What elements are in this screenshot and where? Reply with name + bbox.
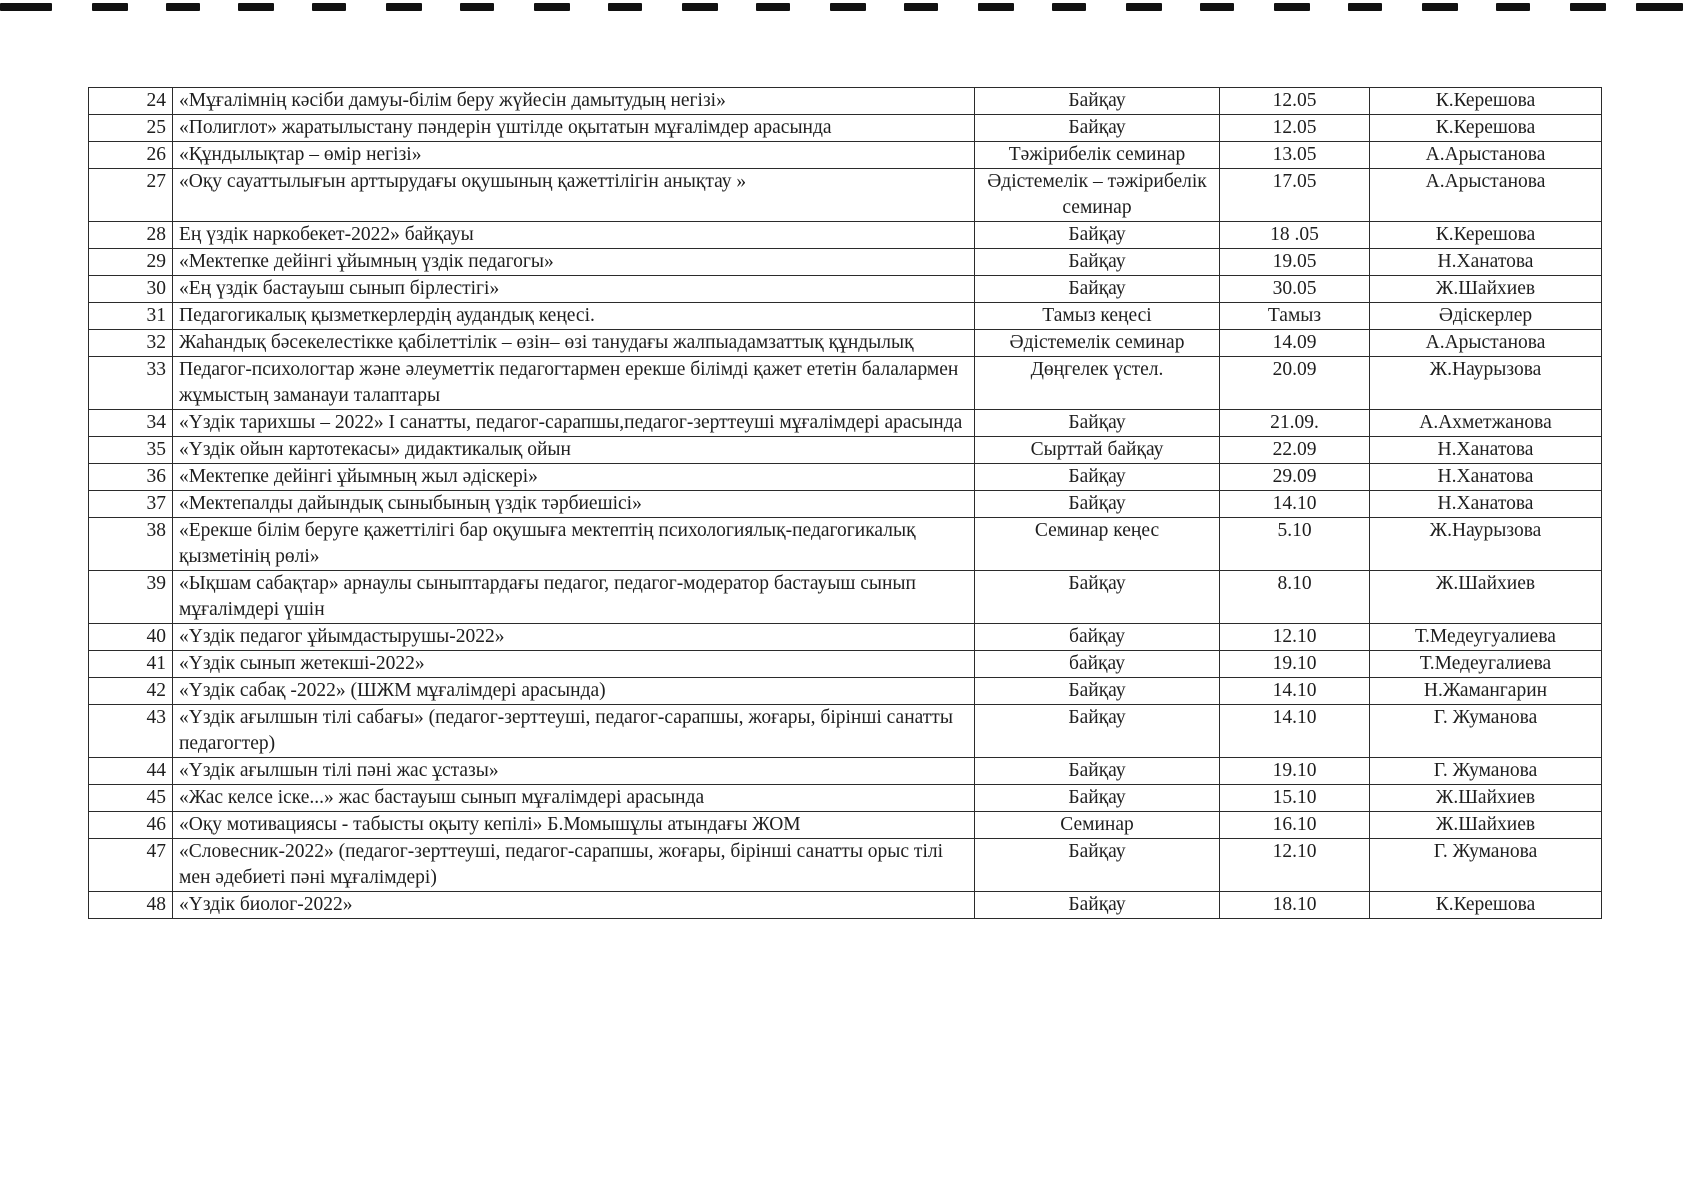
event-responsible: Н.Ханатова	[1370, 249, 1602, 276]
event-date: 8.10	[1220, 571, 1370, 624]
event-form: Байқау	[975, 491, 1220, 518]
event-responsible: К.Керешова	[1370, 115, 1602, 142]
row-number: 38	[89, 518, 173, 571]
event-date: 15.10	[1220, 785, 1370, 812]
table-row	[89, 437, 1602, 464]
event-date: 21.09.	[1220, 410, 1370, 437]
event-title: «Үздік ойын картотекасы» дидактикалық ойын	[173, 437, 975, 464]
row-number: 34	[89, 410, 173, 437]
event-form: Дөңгелек үстел.	[975, 357, 1220, 410]
row-number: 24	[89, 88, 173, 115]
row-number: 27	[89, 169, 173, 222]
event-form: Тамыз кеңесі	[975, 303, 1220, 330]
event-title: «Ықшам сабақтар» арнаулы сыныптардағы педагог, педагог-модератор бастауыш сынып мұғалімдері үшін	[173, 571, 975, 624]
event-responsible: Әдіскерлер	[1370, 303, 1602, 330]
event-form: Байқау	[975, 678, 1220, 705]
events-plan-body	[89, 88, 1602, 919]
event-date: 14.09	[1220, 330, 1370, 357]
event-date: 12.05	[1220, 88, 1370, 115]
event-responsible: Н.Ханатова	[1370, 491, 1602, 518]
row-number: 29	[89, 249, 173, 276]
table-row	[89, 88, 1602, 115]
event-title: «Үздік сабақ -2022» (ШЖМ мұғалімдері арасында)	[173, 678, 975, 705]
table-row	[89, 651, 1602, 678]
event-form: Сырттай байқау	[975, 437, 1220, 464]
table-row	[89, 249, 1602, 276]
event-title: Педагог-психологтар және әлеуметтік педагогтармен ерекше білімді қажет ететін балалармен жұмыстың заманауи талаптары	[173, 357, 975, 410]
event-title: «Оқу сауаттылығын арттырудағы оқушының қажеттілігін анықтау »	[173, 169, 975, 222]
event-date: 29.09	[1220, 464, 1370, 491]
row-number: 46	[89, 812, 173, 839]
event-date: 18 .05	[1220, 222, 1370, 249]
table-row	[89, 330, 1602, 357]
row-number: 40	[89, 624, 173, 651]
row-number: 31	[89, 303, 173, 330]
table-row	[89, 276, 1602, 303]
events-plan-table	[88, 87, 1602, 919]
event-title: «Үздік тарихшы – 2022» I санатты, педагог-сарапшы,педагог-зерттеуші мұғалімдері арасында	[173, 410, 975, 437]
event-date: 12.10	[1220, 624, 1370, 651]
event-title: «Словесник-2022» (педагог-зерттеуші, педагог-сарапшы, жоғары, бірінші санатты орыс тілі мен әдебиеті пәні мұғалімдері)	[173, 839, 975, 892]
event-responsible: Г. Жуманова	[1370, 758, 1602, 785]
event-title: «Жас келсе іске...» жас бастауыш сынып мұғалімдері арасында	[173, 785, 975, 812]
row-number: 30	[89, 276, 173, 303]
event-responsible: К.Керешова	[1370, 892, 1602, 919]
event-form: байқау	[975, 651, 1220, 678]
table-row	[89, 758, 1602, 785]
table-row	[89, 892, 1602, 919]
event-responsible: А.Ахметжанова	[1370, 410, 1602, 437]
event-form: Байқау	[975, 571, 1220, 624]
event-title: «Мұғалімнің кәсіби дамуы-білім беру жүйесін дамытудың негізі»	[173, 88, 975, 115]
event-date: 30.05	[1220, 276, 1370, 303]
table-row	[89, 705, 1602, 758]
table-row	[89, 491, 1602, 518]
table-row	[89, 624, 1602, 651]
table-row	[89, 169, 1602, 222]
event-responsible: Ж.Шайхиев	[1370, 571, 1602, 624]
event-title: «Оқу мотивациясы - табысты оқыту кепілі» Б.Момышұлы атындағы ЖОМ	[173, 812, 975, 839]
event-title: «Құндылықтар – өмір негізі»	[173, 142, 975, 169]
event-form: Байқау	[975, 115, 1220, 142]
row-number: 36	[89, 464, 173, 491]
event-responsible: К.Керешова	[1370, 88, 1602, 115]
event-title: «Үздік ағылшын тілі сабағы» (педагог-зерттеуші, педагог-сарапшы, жоғары, бірінші санатты педагогтер)	[173, 705, 975, 758]
event-title: «Үздік ағылшын тілі пәні жас ұстазы»	[173, 758, 975, 785]
event-form: Байқау	[975, 222, 1220, 249]
row-number: 48	[89, 892, 173, 919]
event-form: Әдістемелік – тәжірибелік семинар	[975, 169, 1220, 222]
event-responsible: Г. Жуманова	[1370, 839, 1602, 892]
event-title: «Полиглот» жаратылыстану пәндерін үштілде оқытатын мұғалімдер арасында	[173, 115, 975, 142]
row-number: 42	[89, 678, 173, 705]
event-date: 14.10	[1220, 705, 1370, 758]
event-form: Байқау	[975, 464, 1220, 491]
event-title: «Мектепке дейінгі ұйымның жыл әдіскері»	[173, 464, 975, 491]
event-title: «Үздік сынып жетекші-2022»	[173, 651, 975, 678]
event-form: байқау	[975, 624, 1220, 651]
row-number: 41	[89, 651, 173, 678]
event-form: Байқау	[975, 839, 1220, 892]
event-title: «Мектепалды дайындық сыныбының үздік тәрбиешісі»	[173, 491, 975, 518]
event-form: Байқау	[975, 785, 1220, 812]
row-number: 28	[89, 222, 173, 249]
event-form: Байқау	[975, 705, 1220, 758]
event-form: Семинар	[975, 812, 1220, 839]
event-title: «Ең үздік бастауыш сынып бірлестігі»	[173, 276, 975, 303]
event-title: «Ерекше білім беруге қажеттілігі бар оқушыға мектептің психологиялық-педагогикалық қызметінің рөлі»	[173, 518, 975, 571]
table-row	[89, 464, 1602, 491]
event-title: «Үздік педагог ұйымдастырушы-2022»	[173, 624, 975, 651]
event-responsible: Ж.Наурызова	[1370, 357, 1602, 410]
table-row	[89, 222, 1602, 249]
event-date: 19.10	[1220, 651, 1370, 678]
row-number: 47	[89, 839, 173, 892]
table-row	[89, 839, 1602, 892]
event-responsible: Т.Медеугалиева	[1370, 651, 1602, 678]
event-form: Байқау	[975, 276, 1220, 303]
event-form: Байқау	[975, 410, 1220, 437]
event-form: Семинар кеңес	[975, 518, 1220, 571]
row-number: 35	[89, 437, 173, 464]
table-row	[89, 115, 1602, 142]
table-row	[89, 571, 1602, 624]
event-responsible: К.Керешова	[1370, 222, 1602, 249]
event-title: «Мектепке дейінгі ұйымның үздік педагогы»	[173, 249, 975, 276]
event-form: Байқау	[975, 892, 1220, 919]
event-responsible: Ж.Шайхиев	[1370, 276, 1602, 303]
scan-binding-marks	[0, 0, 1683, 14]
event-date: 13.05	[1220, 142, 1370, 169]
row-number: 25	[89, 115, 173, 142]
row-number: 43	[89, 705, 173, 758]
event-form: Байқау	[975, 88, 1220, 115]
event-title: Жаһандық бәсекелестікке қабілеттілік – өзін– өзі танудағы жалпыадамзаттық құндылық	[173, 330, 975, 357]
table-row	[89, 410, 1602, 437]
event-form: Тәжірибелік семинар	[975, 142, 1220, 169]
event-date: Тамыз	[1220, 303, 1370, 330]
row-number: 37	[89, 491, 173, 518]
event-date: 14.10	[1220, 678, 1370, 705]
event-responsible: Ж.Шайхиев	[1370, 812, 1602, 839]
row-number: 26	[89, 142, 173, 169]
table-row	[89, 785, 1602, 812]
event-date: 14.10	[1220, 491, 1370, 518]
event-responsible: А.Арыстанова	[1370, 330, 1602, 357]
event-date: 22.09	[1220, 437, 1370, 464]
event-responsible: Н.Ханатова	[1370, 464, 1602, 491]
event-date: 19.10	[1220, 758, 1370, 785]
row-number: 32	[89, 330, 173, 357]
event-responsible: Ж.Шайхиев	[1370, 785, 1602, 812]
event-date: 16.10	[1220, 812, 1370, 839]
event-form: Әдістемелік семинар	[975, 330, 1220, 357]
event-responsible: Н.Ханатова	[1370, 437, 1602, 464]
event-date: 5.10	[1220, 518, 1370, 571]
event-responsible: Г. Жуманова	[1370, 705, 1602, 758]
table-row	[89, 357, 1602, 410]
event-responsible: Т.Медеугуалиева	[1370, 624, 1602, 651]
event-date: 19.05	[1220, 249, 1370, 276]
event-responsible: Н.Жамангарин	[1370, 678, 1602, 705]
event-form: Байқау	[975, 758, 1220, 785]
event-title: «Үздік биолог-2022»	[173, 892, 975, 919]
event-title: Ең үздік наркобекет-2022» байқауы	[173, 222, 975, 249]
table-row	[89, 303, 1602, 330]
event-date: 20.09	[1220, 357, 1370, 410]
event-date: 17.05	[1220, 169, 1370, 222]
table-row	[89, 518, 1602, 571]
event-date: 12.05	[1220, 115, 1370, 142]
event-responsible: Ж.Наурызова	[1370, 518, 1602, 571]
event-date: 18.10	[1220, 892, 1370, 919]
table-row	[89, 142, 1602, 169]
row-number: 44	[89, 758, 173, 785]
table-row	[89, 812, 1602, 839]
row-number: 45	[89, 785, 173, 812]
row-number: 33	[89, 357, 173, 410]
event-title: Педагогикалық қызметкерлердің аудандық кеңесі.	[173, 303, 975, 330]
event-responsible: А.Арыстанова	[1370, 169, 1602, 222]
event-date: 12.10	[1220, 839, 1370, 892]
event-responsible: А.Арыстанова	[1370, 142, 1602, 169]
event-form: Байқау	[975, 249, 1220, 276]
table-row	[89, 678, 1602, 705]
row-number: 39	[89, 571, 173, 624]
